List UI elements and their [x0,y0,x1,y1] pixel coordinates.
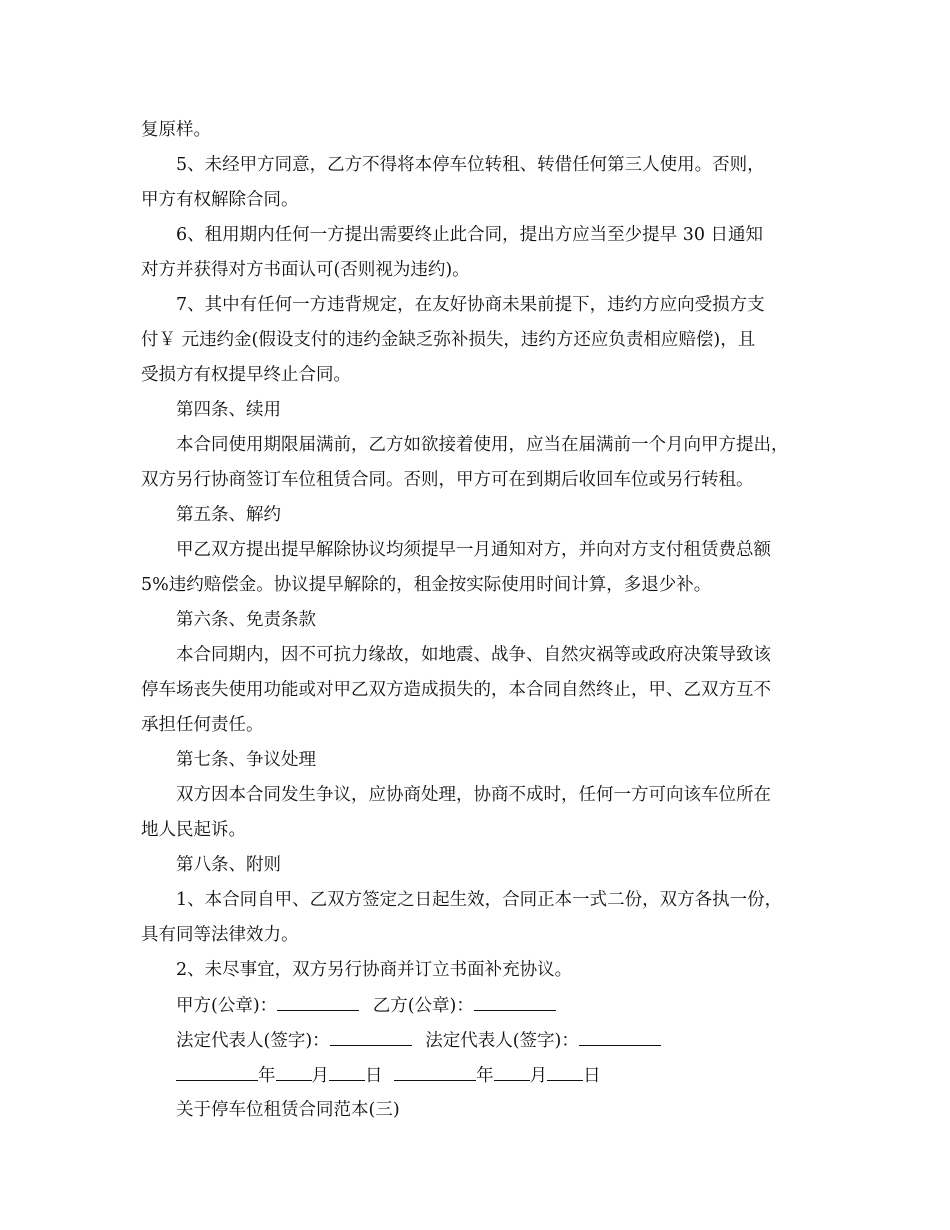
month-label: 月 [311,1066,329,1086]
paragraph-line: 受损方有权提早终止合同。 [141,365,351,385]
paragraph-line: 对方并获得对方书面认可(否则视为违约)。 [141,260,470,280]
paragraph-line: 复原样。 [141,120,211,140]
next-contract-title: 关于停车位租赁合同范本(三) [176,1100,400,1120]
paragraph-line: 本合同期内，因不可抗力缘故，如地震、战争、自然灾祸等或政府决策导致该 [176,645,771,665]
paragraph-line: 承担任何责任。 [141,715,264,735]
signature-rep-line [176,1029,820,1052]
day-label: 日 [365,1066,383,1086]
signature-date-line [176,1064,820,1087]
signature-seal-line [176,994,820,1017]
paragraph-line: 甲乙双方提出提早解除协议均须提早一月通知对方，并向对方支付租赁费总额 [176,540,771,560]
paragraph-line: 付￥ 元违约金(假设支付的违约金缺乏弥补损失，违约方还应负责相应赔偿)，且 [141,330,756,350]
rep-b-blank[interactable] [579,1029,661,1046]
paragraph-line: 甲方有权解除合同。 [141,190,299,210]
paragraph-line: 双方另行协商签订车位租赁合同。否则，甲方可在到期后收回车位或另行转租。 [141,470,754,490]
section-heading: 第七条、争议处理 [176,750,316,770]
day-label: 日 [583,1066,601,1086]
party-b-seal-blank[interactable] [474,994,556,1011]
paragraph-line: 7、其中有任何一方违背规定，在友好协商未果前提下，违约方应向受损方支 [176,295,765,315]
year-label: 年 [476,1066,494,1086]
paragraph-line: 具有同等法律效力。 [141,925,299,945]
paragraph-line: 1、本合同自甲、乙双方签定之日起生效，合同正本一式二份，双方各执一份， [176,890,783,910]
paragraph-line: 停车场丧失使用功能或对甲乙双方造成损失的，本合同自然终止，甲、乙双方互不 [141,680,771,700]
party-a-seal-label: 甲方(公章)： [176,996,278,1016]
date-b-year-blank[interactable] [394,1064,476,1081]
paragraph-line: 2、未尽事宜，双方另行协商并订立书面补充协议。 [176,960,573,980]
date-a-year-blank[interactable] [176,1064,258,1081]
year-label: 年 [258,1066,276,1086]
party-b-seal-label: 乙方(公章)： [372,996,474,1016]
month-label: 月 [529,1066,548,1086]
section-heading: 第八条、附则 [176,855,281,875]
section-heading: 第五条、解约 [176,505,281,525]
paragraph-line: 5%违约赔偿金。协议提早解除的，租金按实际使用时间计算，多退少补。 [141,575,712,595]
date-a-day-blank[interactable] [329,1064,365,1081]
party-a-seal-blank[interactable] [277,994,359,1011]
date-b-day-blank[interactable] [547,1064,583,1081]
rep-a-blank[interactable] [330,1029,412,1046]
section-heading: 第四条、续用 [176,400,281,420]
paragraph-line: 地人民起诉。 [141,820,246,840]
paragraph-line: 6、租用期内任何一方提出需要终止此合同，提出方应当至少提早 30 日通知 [176,225,764,245]
rep-b-label: 法定代表人(签字)： [425,1031,579,1051]
paragraph-line: 双方因本合同发生争议，应协商处理，协商不成时，任何一方可向该车位所在 [176,785,771,805]
paragraph-line: 本合同使用期限届满前，乙方如欲接着使用，应当在届满前一个月向甲方提出， [176,435,789,455]
rep-a-label: 法定代表人(签字)： [176,1031,330,1051]
date-b-month-blank[interactable] [494,1064,530,1081]
paragraph-line: 5、未经甲方同意，乙方不得将本停车位转租、转借任何第三人使用。否则， [176,155,765,175]
date-a-month-blank[interactable] [276,1064,312,1081]
section-heading: 第六条、免责条款 [176,610,316,630]
